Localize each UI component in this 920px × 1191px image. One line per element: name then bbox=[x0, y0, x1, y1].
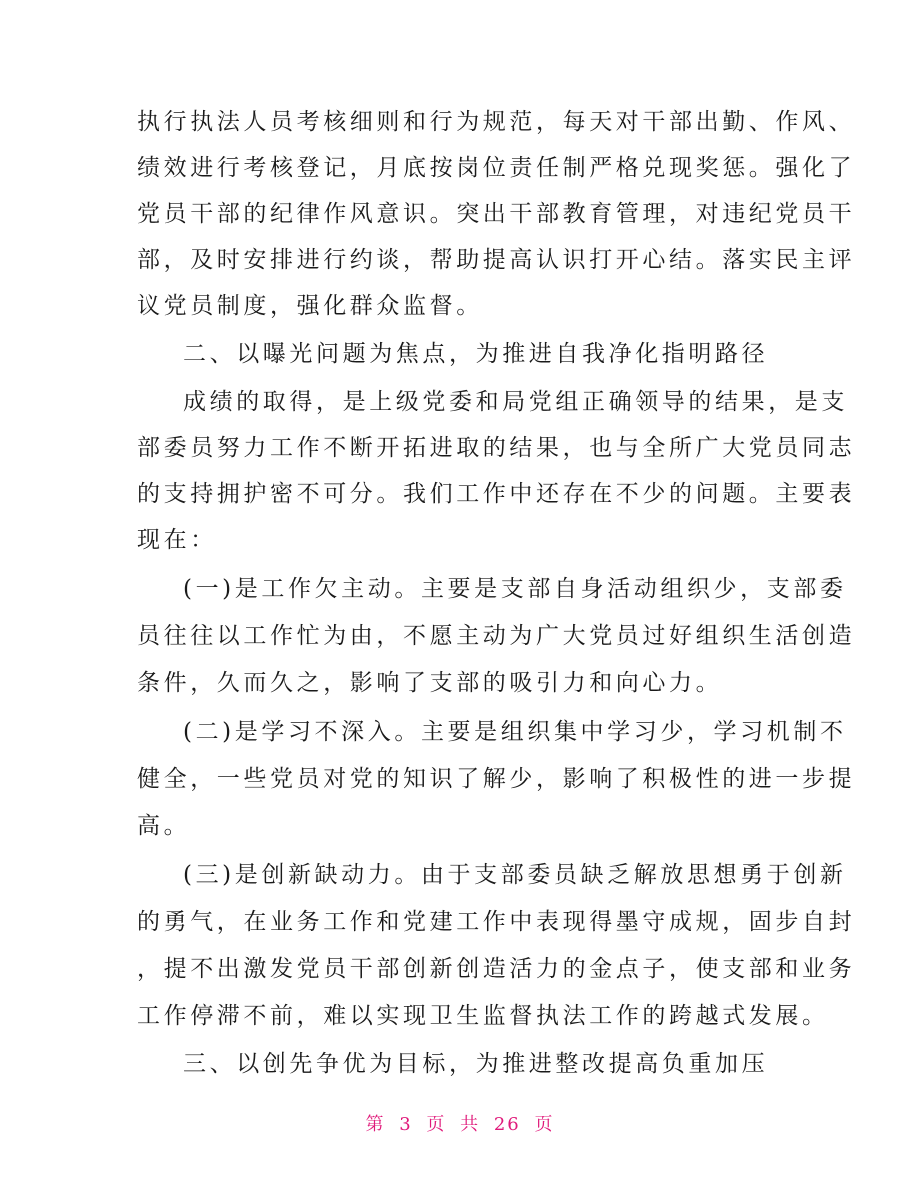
text-line: 员往往以工作忙为由，不愿主动为广大党员过好组织生活创造 bbox=[137, 623, 856, 649]
text-line: (一)是工作欠主动。主要是支部自身活动组织少，支部委 bbox=[183, 576, 847, 602]
text-line: (二)是学习不深入。主要是组织集中学习少，学习机制不 bbox=[183, 719, 847, 745]
text-line: 部委员努力工作不断开拓进取的结果，也与全所广大党员同志 bbox=[137, 435, 856, 461]
text-line: 执行执法人员考核细则和行为规范，每天对干部出勤、作风、 bbox=[137, 109, 856, 135]
text-line: 健全，一些党员对党的知识了解少，影响了积极性的进一步提 bbox=[137, 766, 856, 792]
text-line: (三)是创新缺动力。由于支部委员缺乏解放思想勇于创新 bbox=[183, 862, 847, 888]
text-line: 部，及时安排进行约谈，帮助提高认识打开心结。落实民主评 bbox=[137, 247, 856, 273]
text-line: 条件，久而久之，影响了支部的吸引力和向心力。 bbox=[137, 670, 723, 696]
section-heading: 三、以创先争优为目标，为推进整改提高负重加压 bbox=[183, 1051, 769, 1077]
text-line: 高。 bbox=[137, 813, 191, 839]
text-line: 成绩的取得，是上级党委和局党组正确领导的结果，是支 bbox=[183, 389, 848, 415]
text-line: 现在： bbox=[137, 527, 217, 553]
page-number-footer: 第 3 页 共 26 页 bbox=[365, 1114, 555, 1135]
text-line: 党员干部的纪律作风意识。突出干部教育管理，对违纪党员干 bbox=[137, 201, 856, 227]
text-line: ，提不出激发党员干部创新创造活力的金点子，使支部和业务 bbox=[137, 956, 856, 982]
text-line: 工作停滞不前，难以实现卫生监督执法工作的跨越式发展。 bbox=[137, 1003, 829, 1029]
text-line: 议党员制度，强化群众监督。 bbox=[137, 293, 483, 319]
text-line: 的支持拥护密不可分。我们工作中还存在不少的问题。主要表 bbox=[137, 481, 856, 507]
section-heading: 二、以曝光问题为焦点，为推进自我净化指明路径 bbox=[183, 341, 769, 367]
text-line: 绩效进行考核登记，月底按岗位责任制严格兑现奖惩。强化了 bbox=[137, 155, 856, 181]
text-line: 的勇气，在业务工作和党建工作中表现得墨守成规，固步自封 bbox=[137, 909, 856, 935]
